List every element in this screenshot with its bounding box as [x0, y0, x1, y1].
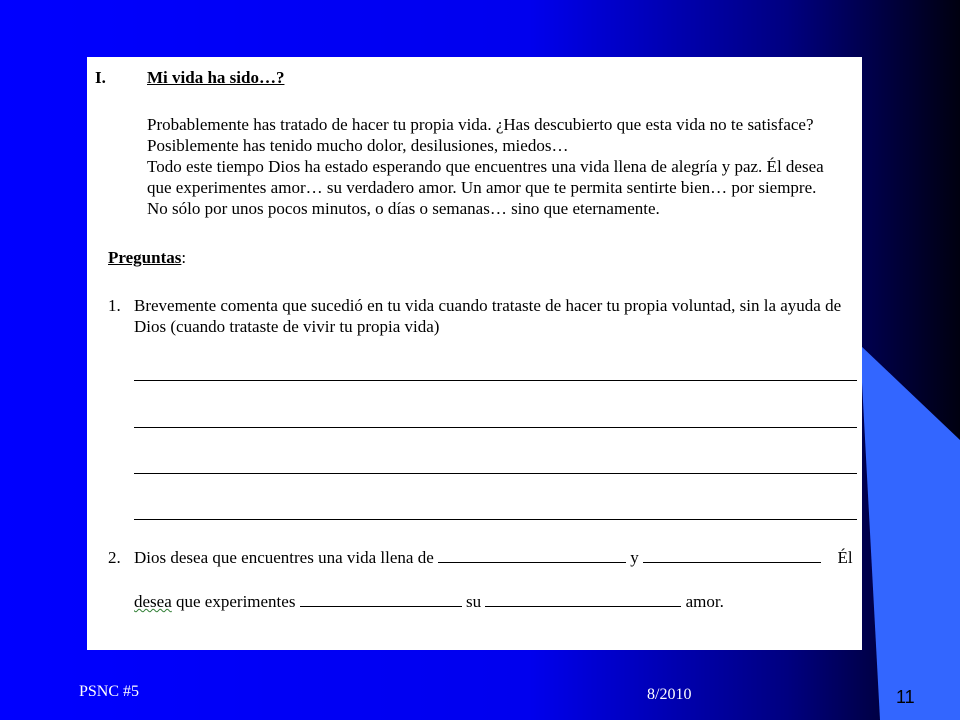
question-1-line: Brevemente comenta que sucedió en tu vida cuando trataste de hacer tu propia voluntad, sin la ayuda de [134, 296, 842, 315]
question-2-line-1 [134, 547, 853, 568]
intro-paragraph [147, 114, 847, 219]
questions-heading-colon: : [181, 248, 187, 267]
question-2-text: amor. [685, 592, 724, 611]
fill-in-blank [438, 547, 626, 563]
question-2-text: Él [837, 548, 853, 567]
paragraph-line: No sólo por unos pocos minutos, o días o semanas… sino que eternamente. [147, 199, 660, 218]
footer-left-text: PSNC #5 [79, 683, 140, 700]
worksheet-document [87, 57, 862, 650]
paragraph-line: Posiblemente has tenido mucho dolor, desilusiones, miedos… [147, 136, 569, 155]
answer-line [134, 427, 857, 428]
slide-number: 11 [896, 687, 915, 707]
question-1-text [134, 295, 854, 337]
answer-line [134, 473, 857, 474]
question-1-line: Dios (cuando trataste de vivir tu propia vida) [134, 317, 440, 336]
question-2-text: desea [134, 592, 172, 611]
question-2-text: y [630, 548, 639, 567]
question-2-text: su [465, 592, 482, 611]
paragraph-line: que experimentes amor… su verdadero amor. Un amor que te permita sentirte bien… por siempre. [147, 178, 817, 197]
questions-heading [108, 247, 186, 268]
paragraph-line: Probablemente has tratado de hacer tu propia vida. ¿Has descubierto que esta vida no te satisface? [147, 115, 814, 134]
section-title: Mi vida ha sido…? [147, 68, 285, 87]
fill-in-blank [485, 591, 681, 607]
fill-in-blank [300, 591, 462, 607]
question-2-line-2 [134, 591, 724, 612]
paragraph-line: Todo este tiempo Dios ha estado esperando que encuentres una vida llena de alegría y paz. Él desea [147, 157, 824, 176]
section-number: I. [95, 68, 106, 87]
question-2-number: 2. [108, 548, 121, 567]
question-2-text: que experimentes [176, 592, 296, 611]
worksheet-image [87, 57, 862, 650]
question-2-text: Dios desea que encuentres una vida llena de [134, 548, 434, 567]
question-1-number: 1. [108, 296, 121, 315]
answer-line [134, 380, 857, 381]
answer-line [134, 519, 857, 520]
questions-heading-text: Preguntas [108, 248, 182, 267]
footer-date: 8/2010 [647, 686, 692, 703]
fill-in-blank [643, 547, 821, 563]
